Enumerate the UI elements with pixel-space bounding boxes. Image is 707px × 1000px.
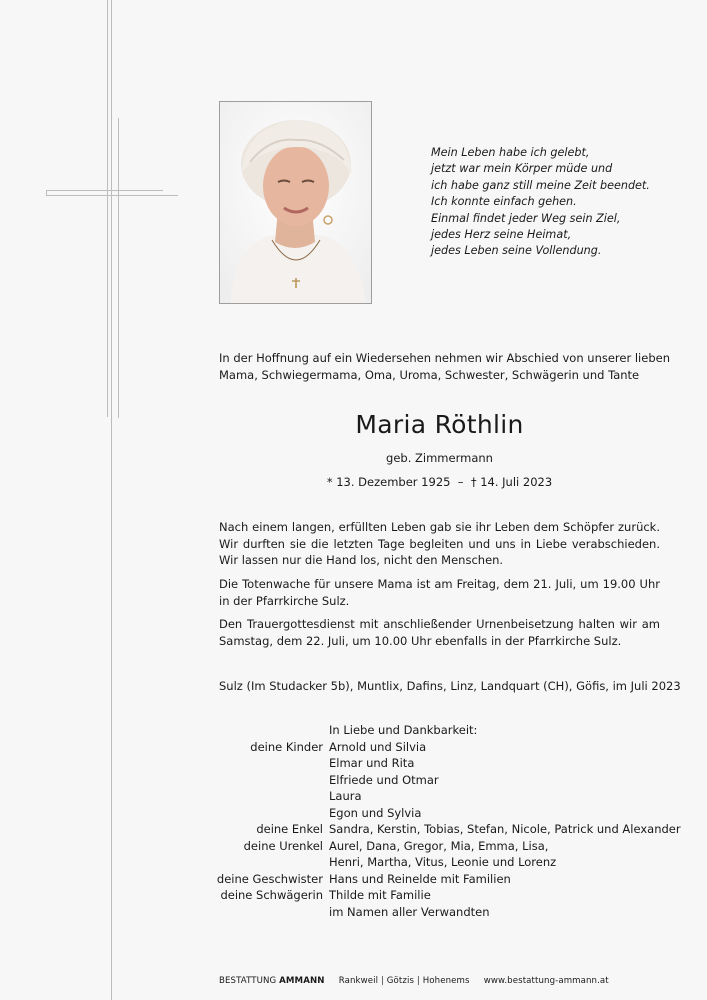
portrait-photo (219, 101, 372, 304)
footer (219, 976, 609, 986)
poem-line: jedes Leben seine Vollendung. (431, 244, 602, 258)
family-names: Aurel, Dana, Gregor, Mia, Emma, Lisa, (329, 838, 549, 853)
family-row (180, 805, 681, 822)
family-names: Elfriede und Otmar (329, 772, 439, 787)
poem-line: jetzt war mein Körper müde und (431, 162, 613, 176)
poem (431, 145, 650, 260)
poem-line: Ich konnte einfach gehen. (431, 195, 577, 209)
relation-label (180, 772, 329, 789)
family-row (180, 904, 681, 921)
text-line: Den Trauergottesdienst mit anschließender Urnenbeisetzung halten wir am (219, 617, 660, 631)
poem-line: ich habe ganz still meine Zeit beendet. (431, 178, 650, 192)
relation-label: deine Schwägerin (220, 888, 323, 902)
deceased-name: Maria Röthlin (355, 410, 524, 439)
text-line: Wir durften sie die letzten Tage begleiten und uns in Liebe verabschieden. (219, 536, 660, 551)
footer-location: Rankweil (338, 976, 379, 986)
family-names: In Liebe und Dankbarkeit: (329, 723, 478, 737)
text-line: Samstag, dem 22. Juli, um 10.00 Uhr ebenfalls in der Pfarrkirche Sulz. (219, 633, 622, 648)
poem-line: jedes Herz seine Heimat, (431, 228, 572, 242)
family-names: Arnold und Silvia (329, 739, 427, 754)
life-dates: * 13. Dezember 1925 – † 14. Juli 2023 (326, 475, 553, 489)
family-names: Thilde mit Familie (329, 888, 431, 902)
maiden-name: geb. Zimmermann (386, 451, 493, 465)
brand-name-light: BESTATTUNG (219, 976, 277, 986)
relation-label (180, 805, 329, 822)
text-line: in der Pfarrkirche Sulz. (219, 593, 350, 608)
footer-location: Hohenems (422, 976, 470, 986)
location-line: Sulz (Im Studacker 5b), Muntlix, Dafins, Linz, Landquart (CH), Göfis, im Juli 2023 (219, 679, 681, 693)
family-row (180, 788, 681, 805)
poem-line: Einmal findet jeder Weg sein Ziel, (431, 211, 621, 225)
family-row (180, 871, 681, 888)
family-names: Hans und Reinelde mit Familien (329, 871, 511, 886)
family-names: Egon und Sylvia (329, 805, 422, 820)
family-names: Sandra, Kerstin, Tobias, Stefan, Nicole, Patrick und Alexander (329, 822, 681, 836)
intro-line: Mama, Schwiegermama, Oma, Uroma, Schwester, Schwägerin und Tante (219, 367, 640, 382)
family-names: Henri, Martha, Vitus, Leonie und Lorenz (329, 855, 557, 869)
family-row (180, 854, 681, 871)
text-line: Die Totenwache für unsere Mama ist am Freitag, dem 21. Juli, um 19.00 Uhr (219, 577, 660, 591)
relation-label (180, 904, 329, 921)
relation-label: deine Kinder (250, 739, 323, 754)
family-names: Elmar und Rita (329, 756, 415, 770)
relation-label (180, 722, 329, 739)
footer-separator: | (416, 976, 420, 986)
relation-label: deine Urenkel (243, 838, 323, 853)
relation-label (180, 854, 329, 871)
family-row (180, 887, 681, 904)
family-row (180, 739, 681, 756)
paragraph-service (219, 616, 660, 649)
family-row (180, 722, 681, 739)
family-list (180, 722, 681, 920)
family-names: Laura (329, 789, 362, 803)
text-line: Nach einem langen, erfüllten Leben gab sie ihr Leben dem Schöpfer zurück. (219, 520, 660, 534)
text-line: Wir lassen nur die Hand los, nicht den Menschen. (219, 553, 504, 567)
family-row (180, 821, 681, 838)
footer-separator: | (380, 976, 384, 986)
brand-name-bold: AMMANN (279, 976, 325, 986)
poem-line: Mein Leben habe ich gelebt, (431, 146, 590, 159)
family-row (180, 772, 681, 789)
intro-line: In der Hoffnung auf ein Wiedersehen nehmen wir Abschied von unserer lieben (219, 351, 670, 365)
family-row (180, 838, 681, 855)
footer-location: Götzis (386, 976, 415, 986)
relation-label (180, 755, 329, 772)
family-names: im Namen aller Verwandten (329, 904, 490, 919)
relation-label (180, 788, 329, 805)
paragraph-farewell (219, 519, 660, 569)
relation-label: deine Geschwister (216, 871, 323, 886)
relation-label: deine Enkel (256, 822, 323, 836)
paragraph-wake (219, 576, 660, 609)
family-row (180, 755, 681, 772)
footer-website[interactable]: www.bestattung-ammann.at (483, 976, 609, 986)
intro-text (219, 350, 670, 383)
